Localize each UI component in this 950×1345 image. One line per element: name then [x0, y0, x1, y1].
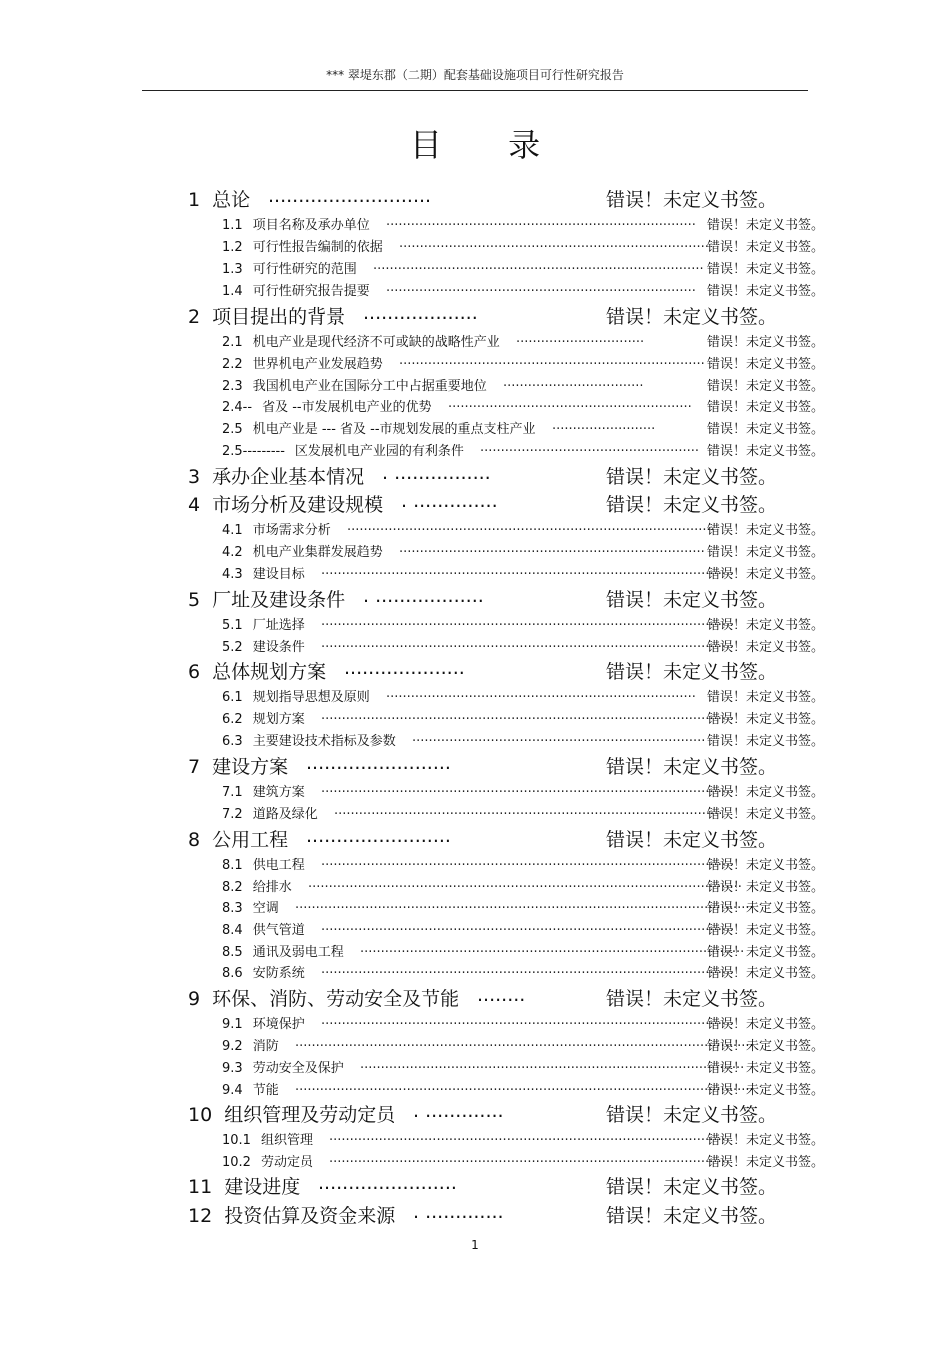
toc-entry-number: 1.1 [222, 218, 243, 233]
toc-page-reference: 错误！未定义书签。 [707, 335, 825, 350]
toc-section-entry[interactable] [222, 331, 825, 350]
toc-section-entry[interactable] [222, 962, 825, 981]
toc-entry-number: 4.1 [222, 523, 243, 538]
toc-page-reference: 错误！未定义书签。 [707, 945, 825, 960]
toc-dot-leader: ........................................................................... [399, 236, 709, 251]
toc-dot-leader: ................................................................................................. [329, 1151, 730, 1166]
toc-section-entry[interactable] [222, 1129, 825, 1148]
toc-dot-leader: ............................................................................................. [360, 1057, 745, 1072]
toc-entry-number: 2.3 [222, 379, 243, 394]
toc-section-entry[interactable] [222, 730, 825, 749]
toc-page-reference: 错误！未定义书签。 [606, 1176, 778, 1198]
toc-dot-leader: .................................................................................................... [321, 614, 735, 629]
toc-dot-leader: ............................... [516, 331, 645, 346]
toc-entry-title: 供电工程 [252, 858, 305, 873]
toc-page-reference: 错误！未定义书签。 [606, 306, 778, 328]
toc-section-entry[interactable] [222, 781, 825, 800]
toc-dot-leader: . ............. [413, 1100, 504, 1122]
toc-entry-number: 9.2 [222, 1039, 243, 1054]
toc-chapter-entry[interactable] [188, 1172, 778, 1199]
toc-entry-number: 10.2 [222, 1155, 251, 1170]
toc-entry-number: 7.1 [222, 785, 243, 800]
toc-entry-number: 8 [188, 829, 201, 851]
toc-dot-leader: ..................................................... [480, 440, 700, 455]
toc-dot-leader: ........................ [306, 752, 451, 774]
toc-chapter-entry[interactable] [188, 185, 778, 212]
toc-section-entry[interactable] [222, 941, 825, 960]
toc-page-reference: 错误！未定义书签。 [707, 880, 825, 895]
toc-section-entry[interactable] [222, 1079, 825, 1098]
toc-section-entry[interactable] [222, 1035, 825, 1054]
toc-dot-leader: .................................. [503, 375, 644, 390]
toc-dot-leader: ........................................................................... [386, 686, 696, 701]
toc-entry-number: 8.4 [222, 923, 243, 938]
toc-entry-title: 空调 [252, 901, 279, 916]
toc-entry-title: 供气管道 [252, 923, 305, 938]
toc-dot-leader: . ............. [413, 1201, 504, 1223]
toc-dot-leader: ........................................................... [448, 396, 692, 411]
toc-section-entry[interactable] [222, 708, 825, 727]
toc-section-entry[interactable] [222, 1057, 825, 1076]
toc-entry-number: 10.1 [222, 1133, 251, 1148]
toc-entry-number: 5 [188, 589, 201, 611]
toc-section-entry[interactable] [222, 686, 825, 705]
toc-entry-title: 环保、消防、劳动安全及节能 [212, 988, 460, 1010]
toc-dot-leader: . ................ [382, 462, 491, 484]
toc-entry-number: 12 [188, 1205, 213, 1227]
toc-page-reference: 错误！未定义书签。 [707, 1083, 825, 1098]
toc-section-entry[interactable] [222, 919, 825, 938]
toc-entry-title: 机电产业集群发展趋势 [252, 545, 383, 560]
toc-entry-title: 安防系统 [252, 966, 305, 981]
toc-section-entry[interactable] [222, 876, 825, 895]
toc-page-reference: 错误！未定义书签。 [707, 712, 825, 727]
toc-dot-leader: ................................................................................................. [329, 1129, 730, 1144]
toc-dot-leader: .................................................................................................... [321, 563, 735, 578]
toc-entry-title: 劳动安全及保护 [252, 1061, 344, 1076]
toc-entry-title: 规划指导思想及原则 [252, 690, 370, 705]
toc-entry-number: 4 [188, 494, 201, 516]
toc-chapter-entry[interactable] [188, 1201, 778, 1228]
toc-page-reference: 错误！未定义书签。 [707, 567, 825, 582]
toc-entry-number: 8.2 [222, 880, 243, 895]
toc-entry-title: 建筑方案 [252, 785, 305, 800]
toc-page-reference: 错误！未定义书签。 [707, 785, 825, 800]
toc-section-entry[interactable] [222, 1013, 825, 1032]
toc-page-reference: 错误！未定义书签。 [707, 923, 825, 938]
toc-page-reference: 错误！未定义书签。 [707, 400, 825, 415]
toc-section-entry[interactable] [222, 897, 825, 916]
toc-page-reference: 错误！未定义书签。 [707, 640, 825, 655]
toc-section-entry[interactable] [222, 614, 825, 633]
toc-page-reference: 错误！未定义书签。 [606, 1104, 778, 1126]
toc-entry-title: 项目名称及承办单位 [252, 218, 370, 233]
toc-entry-title: 节能 [252, 1083, 279, 1098]
toc-dot-leader: ........ [477, 984, 526, 1006]
toc-dot-leader: .......................................................................... [399, 541, 705, 556]
page-number: 1 [471, 1238, 479, 1252]
toc-entry-number: 8.3 [222, 901, 243, 916]
toc-entry-title: 组织管理及劳动定员 [224, 1104, 396, 1126]
toc-entry-title: 可行性研究报告提要 [252, 284, 370, 299]
toc-entry-number: 9.4 [222, 1083, 243, 1098]
toc-chapter-entry[interactable] [188, 752, 778, 779]
toc-dot-leader: ....................... [318, 1172, 457, 1194]
toc-page-reference: 错误！未定义书签。 [707, 284, 825, 299]
toc-entry-title: 给排水 [252, 880, 292, 895]
toc-chapter-entry[interactable] [188, 984, 778, 1011]
toc-entry-title: 劳动定员 [260, 1155, 313, 1170]
toc-entry-number: 5.2 [222, 640, 243, 655]
toc-dot-leader: ....................................................................... [412, 730, 706, 745]
running-header: *** 翠堤东郡（二期）配套基础设施项目可行性研究报告 [326, 68, 624, 82]
toc-entry-title: 道路及绿化 [252, 807, 318, 822]
toc-entry-number: 11 [188, 1176, 213, 1198]
toc-page-reference: 错误！未定义书签。 [606, 589, 778, 611]
toc-page-reference: 错误！未定义书签。 [707, 1017, 825, 1032]
toc-page-reference: 错误！未定义书签。 [606, 466, 778, 488]
toc-page-reference: 错误！未定义书签。 [707, 966, 825, 981]
toc-section-entry[interactable] [222, 280, 825, 299]
toc-entry-title: 建设进度 [224, 1176, 301, 1198]
toc-entry-number: 2.5 [222, 422, 243, 437]
toc-entry-title: 可行性研究的范围 [252, 262, 357, 277]
toc-entry-title: 可行性报告编制的依据 [252, 240, 383, 255]
toc-entry-title: 机电产业是 --- 省及 --市规划发展的重点支柱产业 [252, 422, 536, 437]
toc-dot-leader: ........................ [306, 825, 451, 847]
toc-chapter-entry[interactable] [188, 1100, 778, 1127]
toc-page-reference: 错误！未定义书签。 [707, 262, 825, 277]
toc-entry-number: 1 [188, 189, 201, 211]
toc-entry-title: 环境保护 [252, 1017, 305, 1032]
toc-chapter-entry[interactable] [188, 585, 778, 612]
toc-entry-title: 总体规划方案 [212, 661, 327, 683]
toc-entry-title: 厂址选择 [252, 618, 305, 633]
toc-page-reference: 错误！未定义书签。 [606, 189, 778, 211]
toc-dot-leader: ............................................................................................................... [295, 1035, 754, 1050]
toc-page-reference: 错误！未定义书签。 [707, 734, 825, 749]
toc-dot-leader: ......................................................................................................... [308, 876, 742, 891]
toc-dot-leader: . .................. [363, 585, 484, 607]
toc-entry-number: 1.4 [222, 284, 243, 299]
toc-entry-title: 厂址及建设条件 [212, 589, 346, 611]
toc-dot-leader: ........................................................................... [386, 214, 696, 229]
toc-dot-leader: .......................................................................... [399, 353, 705, 368]
toc-entry-title: 机电产业是现代经济不可或缺的战略性产业 [252, 335, 500, 350]
toc-dot-leader: ................... [363, 302, 478, 324]
toc-entry-title: 区发展机电产业园的有利条件 [294, 444, 464, 459]
toc-dot-leader: ......................... [552, 418, 656, 433]
toc-page-reference: 错误！未定义书签。 [707, 901, 825, 916]
toc-entry-number: 8.6 [222, 966, 243, 981]
toc-page-reference: 错误！未定义书签。 [606, 1205, 778, 1227]
toc-section-entry[interactable] [222, 854, 825, 873]
toc-entry-number: 2.2 [222, 357, 243, 372]
toc-page-reference: 错误！未定义书签。 [707, 357, 825, 372]
toc-dot-leader: .................... [344, 657, 465, 679]
toc-entry-title: 建设目标 [252, 567, 305, 582]
toc-dot-leader: ............................................................................................. [360, 941, 745, 956]
toc-entry-number: 5.1 [222, 618, 243, 633]
toc-entry-number: 10 [188, 1104, 213, 1126]
toc-dot-leader: .................................................................................................... [321, 708, 735, 723]
toc-page-reference: 错误！未定义书签。 [606, 988, 778, 1010]
toc-section-entry[interactable] [222, 258, 825, 277]
toc-section-entry[interactable] [222, 803, 825, 822]
toc-entry-title: 规划方案 [252, 712, 305, 727]
toc-entry-title: 组织管理 [260, 1133, 313, 1148]
toc-section-entry[interactable] [222, 636, 825, 655]
toc-entry-title: 建设方案 [212, 756, 289, 778]
toc-dot-leader: .................................................................................................... [321, 636, 735, 651]
toc-page-reference: 错误！未定义书签。 [707, 240, 825, 255]
toc-dot-leader: . .............. [401, 490, 498, 512]
toc-page-reference: 错误！未定义书签。 [606, 756, 778, 778]
toc-section-entry[interactable] [222, 375, 825, 394]
toc-page-reference: 错误！未定义书签。 [606, 494, 778, 516]
toc-chapter-entry[interactable] [188, 490, 778, 517]
toc-entry-number: 7 [188, 756, 201, 778]
toc-page-reference: 错误！未定义书签。 [707, 523, 825, 538]
toc-dot-leader: ............................................................................................................... [295, 897, 754, 912]
toc-section-entry[interactable] [222, 214, 825, 233]
toc-entry-number: 8.1 [222, 858, 243, 873]
toc-page-reference: 错误！未定义书签。 [707, 1039, 825, 1054]
toc-entry-title: 世界机电产业发展趋势 [252, 357, 383, 372]
toc-dot-leader: ........................... [268, 185, 432, 207]
toc-page-reference: 错误！未定义书签。 [606, 661, 778, 683]
toc-entry-title: 市场分析及建设规模 [212, 494, 384, 516]
toc-page-reference: 错误！未定义书签。 [606, 829, 778, 851]
toc-chapter-entry[interactable] [188, 825, 778, 852]
toc-entry-title: 公用工程 [212, 829, 289, 851]
toc-entry-number: 1.2 [222, 240, 243, 255]
toc-page-reference: 错误！未定义书签。 [707, 444, 825, 459]
toc-entry-number: 3 [188, 466, 201, 488]
toc-entry-number: 4.2 [222, 545, 243, 560]
toc-entry-number: 2.5--------- [222, 444, 285, 459]
toc-page-reference: 错误！未定义书签。 [707, 379, 825, 394]
toc-dot-leader: .................................................................................................... [321, 781, 735, 796]
toc-entry-number: 2 [188, 306, 201, 328]
toc-page-reference: 错误！未定义书签。 [707, 1155, 825, 1170]
toc-section-entry[interactable] [222, 563, 825, 582]
toc-entry-title: 投资估算及资金来源 [224, 1205, 396, 1227]
toc-section-entry[interactable] [222, 440, 825, 459]
toc-section-entry[interactable] [222, 236, 825, 255]
toc-dot-leader: .................................................................................................... [321, 854, 735, 869]
toc-section-entry[interactable] [222, 396, 825, 415]
toc-page-reference: 错误！未定义书签。 [707, 858, 825, 873]
toc-section-entry[interactable] [222, 418, 825, 437]
toc-chapter-entry[interactable] [188, 302, 778, 329]
toc-entry-number: 8.5 [222, 945, 243, 960]
toc-entry-title: 主要建设技术指标及参数 [252, 734, 396, 749]
toc-section-entry[interactable] [222, 1151, 825, 1170]
toc-page-reference: 错误！未定义书签。 [707, 690, 825, 705]
toc-entry-title: 项目提出的背景 [212, 306, 346, 328]
toc-dot-leader: .............................................................................................. [334, 803, 723, 818]
toc-entry-title: 建设条件 [252, 640, 305, 655]
toc-chapter-entry[interactable] [188, 462, 778, 489]
toc-dot-leader: ............................................................................................................... [295, 1079, 754, 1094]
toc-entry-title: 省及 --市发展机电产业的优势 [262, 400, 432, 415]
toc-entry-number: 6 [188, 661, 201, 683]
toc-entry-number: 7.2 [222, 807, 243, 822]
toc-entry-number: 2.4-- [222, 400, 253, 415]
toc-page-reference: 错误！未定义书签。 [707, 545, 825, 560]
toc-entry-title: 承办企业基本情况 [212, 466, 365, 488]
toc-entry-number: 2.1 [222, 335, 243, 350]
toc-dot-leader: .................................................................................................... [321, 962, 735, 977]
toc-section-entry[interactable] [222, 353, 825, 372]
toc-entry-number: 9 [188, 988, 201, 1010]
toc-page-reference: 错误！未定义书签。 [707, 422, 825, 437]
toc-dot-leader: ........................................................................... [386, 280, 696, 295]
toc-page-reference: 错误！未定义书签。 [707, 1133, 825, 1148]
toc-entry-number: 6.2 [222, 712, 243, 727]
toc-entry-title: 消防 [252, 1039, 279, 1054]
toc-entry-number: 6.3 [222, 734, 243, 749]
toc-title: 目 录 [409, 126, 569, 164]
toc-entry-title: 我国机电产业在国际分工中占据重要地位 [252, 379, 487, 394]
toc-entry-number: 6.1 [222, 690, 243, 705]
toc-page-reference: 错误！未定义书签。 [707, 807, 825, 822]
toc-entry-number: 1.3 [222, 262, 243, 277]
toc-entry-title: 总论 [212, 189, 251, 211]
toc-dot-leader: .................................................................................................... [321, 919, 735, 934]
toc-section-entry[interactable] [222, 519, 825, 538]
toc-page-reference: 错误！未定义书签。 [707, 218, 825, 233]
toc-section-entry[interactable] [222, 541, 825, 560]
toc-dot-leader: ................................................................................ [373, 258, 704, 273]
toc-chapter-entry[interactable] [188, 657, 778, 684]
toc-entry-number: 4.3 [222, 567, 243, 582]
toc-dot-leader: ......................................................................................... [347, 519, 715, 534]
toc-dot-leader: .................................................................................................... [321, 1013, 735, 1028]
toc-page-reference: 错误！未定义书签。 [707, 1061, 825, 1076]
toc-entry-number: 9.3 [222, 1061, 243, 1076]
toc-entry-title: 市场需求分析 [252, 523, 331, 538]
toc-entry-number: 9.1 [222, 1017, 243, 1032]
toc-entry-title: 通讯及弱电工程 [252, 945, 344, 960]
toc-page-reference: 错误！未定义书签。 [707, 618, 825, 633]
